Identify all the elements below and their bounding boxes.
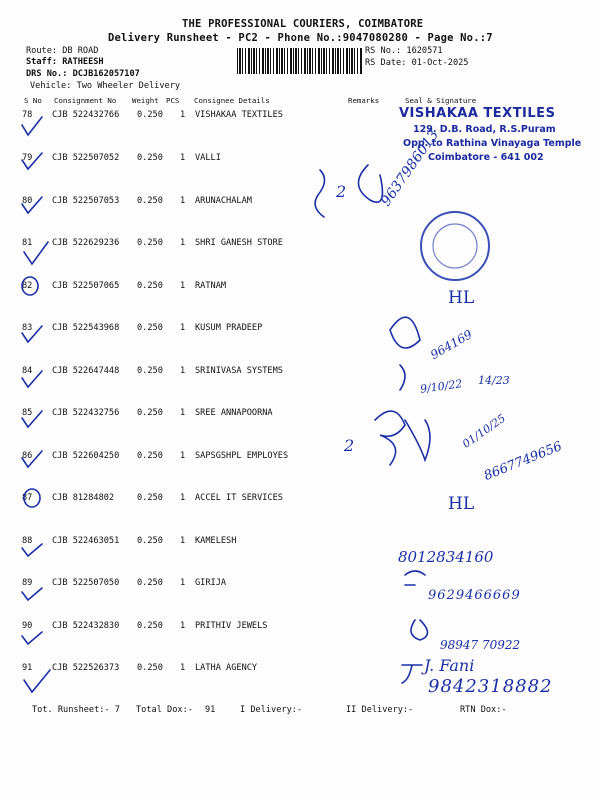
- footer-ii-delivery: II Delivery:-: [346, 705, 414, 715]
- row-sno: 84: [22, 366, 33, 376]
- row-consignee: RATNAM: [195, 281, 227, 291]
- col-weight: Weight: [132, 96, 159, 105]
- handwritten-phone-girija: 9629466669: [428, 588, 521, 603]
- row-pcs: 1: [180, 451, 186, 461]
- handwritten-phone-sapsgs: 8667749656: [482, 439, 565, 484]
- stamp-line-4: Coimbatore - 641 002: [428, 152, 544, 163]
- row-weight: 0.250: [137, 153, 163, 163]
- row-sno: 82: [22, 281, 33, 291]
- row-consignment-no: CJB 522432756: [52, 408, 120, 418]
- row-sno: 83: [22, 323, 33, 333]
- runsheet-subtitle: Delivery Runsheet - PC2 - Phone No.:9047080280 - Page No.:7: [108, 32, 493, 44]
- row-pcs: 1: [180, 238, 186, 248]
- stamp-line-3: Opp. to Rathina Vinayaga Temple: [403, 138, 582, 149]
- row-consignment-no: CJB 522432830: [52, 621, 120, 631]
- row-sno: 89: [22, 578, 33, 588]
- row-consignee: ARUNACHALAM: [195, 196, 252, 206]
- row-consignee: VALLI: [195, 153, 221, 163]
- row-pcs: 1: [180, 110, 186, 120]
- handwritten-phone-valli: 9637986013: [378, 127, 443, 210]
- row-sno: 86: [22, 451, 33, 461]
- handwritten-phone-kusum: 964169: [428, 327, 475, 363]
- row-consignment-no: CJB 522526373: [52, 663, 120, 673]
- row-consignee: KAMELESH: [195, 536, 237, 546]
- row-consignee: SAPSGSHPL EMPLOYES: [195, 451, 289, 461]
- row-consignment-no: CJB 522432766: [52, 110, 120, 120]
- row-sno: 90: [22, 621, 33, 631]
- row-consignment-no: CJB 522543968: [52, 323, 120, 333]
- row-weight: 0.250: [137, 323, 163, 333]
- row-pcs: 1: [180, 323, 186, 333]
- row-weight: 0.250: [137, 281, 163, 291]
- handwritten-date-srinivasa-2: 14/23: [478, 374, 510, 387]
- row-consignee: PRITHIV JEWELS: [195, 621, 268, 631]
- row-sno: 81: [22, 238, 33, 248]
- row-sno: 85: [22, 408, 33, 418]
- row-pcs: 1: [180, 408, 186, 418]
- row-weight: 0.250: [137, 536, 163, 546]
- row-consignment-no: CJB 522604250: [52, 451, 120, 461]
- row-consignee: SRINIVASA SYSTEMS: [195, 366, 283, 376]
- row-sno: 78: [22, 110, 33, 120]
- row-pcs: 1: [180, 196, 186, 206]
- row-weight: 0.250: [137, 493, 163, 503]
- row-pcs: 1: [180, 153, 186, 163]
- row-consignment-no: CJB 522463051: [52, 536, 120, 546]
- row-pcs: 1: [180, 663, 186, 673]
- rs-number: RS No.: 1620571: [365, 46, 443, 56]
- col-consignee: Consignee Details: [194, 96, 270, 105]
- handwritten-date-srinivasa: 9/10/22: [419, 377, 464, 396]
- row-consignee: KUSUM PRADEEP: [195, 323, 263, 333]
- row-consignment-no: CJB 522507052: [52, 153, 120, 163]
- footer-tot-runsheet: Tot. Runsheet:- 7: [32, 705, 120, 715]
- row-pcs: 1: [180, 493, 186, 503]
- row-consignment-no: CJB 81284802: [52, 493, 115, 503]
- row-consignment-no: CJB 522629236: [52, 238, 120, 248]
- col-pcs: PCS: [166, 96, 180, 105]
- footer-total-dox-value: 91: [205, 705, 216, 715]
- col-seal-signature: Seal & Signature: [405, 96, 477, 105]
- row-weight: 0.250: [137, 451, 163, 461]
- row-consignee: LATHA AGENCY: [195, 663, 258, 673]
- footer-rtn-dox: RTN Dox:-: [460, 705, 507, 715]
- footer-i-delivery: I Delivery:-: [240, 705, 303, 715]
- handwritten-phone-prithiv: 98947 70922: [440, 638, 521, 652]
- row-sno: 79: [22, 153, 33, 163]
- col-remarks: Remarks: [348, 96, 380, 105]
- handwritten-2-a: 2: [336, 182, 347, 201]
- stamp-line-2: 129. D.B. Road, R.S.Puram: [413, 124, 556, 135]
- row-consignee: GIRIJA: [195, 578, 227, 588]
- handwritten-hl-2: HL: [448, 494, 475, 514]
- row-consignee: VISHAKAA TEXTILES: [195, 110, 283, 120]
- row-consignment-no: CJB 522507065: [52, 281, 120, 291]
- row-consignee: SHRI GANESH STORE: [195, 238, 283, 248]
- row-pcs: 1: [180, 281, 186, 291]
- row-sno: 88: [22, 536, 33, 546]
- row-pcs: 1: [180, 621, 186, 631]
- row-weight: 0.250: [137, 578, 163, 588]
- footer-total-dox: Total Dox:-: [136, 705, 193, 715]
- row-weight: 0.250: [137, 663, 163, 673]
- row-consignee: SREE ANNAPOORNA: [195, 408, 273, 418]
- row-consignment-no: CJB 522507050: [52, 578, 120, 588]
- row-sno: 87: [22, 493, 33, 503]
- stamp-line-1: VISHAKAA TEXTILES: [399, 106, 556, 121]
- row-consignment-no: CJB 522647448: [52, 366, 120, 376]
- row-pcs: 1: [180, 578, 186, 588]
- row-sno: 91: [22, 663, 33, 673]
- company-title: THE PROFESSIONAL COURIERS, COIMBATORE: [182, 18, 424, 30]
- row-weight: 0.250: [137, 366, 163, 376]
- handwritten-2-b: 2: [344, 436, 355, 455]
- row-weight: 0.250: [137, 196, 163, 206]
- drs-number: DRS No.: DCJB162057107: [26, 69, 140, 79]
- rs-date: RS Date: 01-Oct-2025: [365, 58, 469, 68]
- row-sno: 80: [22, 196, 33, 206]
- col-consignment: Consignment No: [54, 96, 117, 105]
- row-consignment-no: CJB 522507053: [52, 196, 120, 206]
- route-label: Route: DB ROAD: [26, 46, 99, 56]
- row-consignee: ACCEL IT SERVICES: [195, 493, 283, 503]
- row-weight: 0.250: [137, 621, 163, 631]
- row-weight: 0.250: [137, 110, 163, 120]
- staff-label: Staff: RATHEESH: [26, 57, 104, 67]
- row-weight: 0.250: [137, 238, 163, 248]
- handwritten-name-latha: J. Fani: [424, 656, 475, 675]
- row-weight: 0.250: [137, 408, 163, 418]
- vehicle-label: Vehicle: Two Wheeler Delivery: [30, 81, 181, 91]
- handwritten-phone-kamelesh: 8012834160: [398, 548, 494, 566]
- handwritten-phone-latha: 9842318882: [428, 676, 553, 697]
- row-pcs: 1: [180, 536, 186, 546]
- row-pcs: 1: [180, 366, 186, 376]
- col-sno: S No: [24, 96, 42, 105]
- handwritten-date-sapsgs: 01/10/25: [460, 411, 508, 451]
- handwritten-hl-1: HL: [448, 288, 475, 308]
